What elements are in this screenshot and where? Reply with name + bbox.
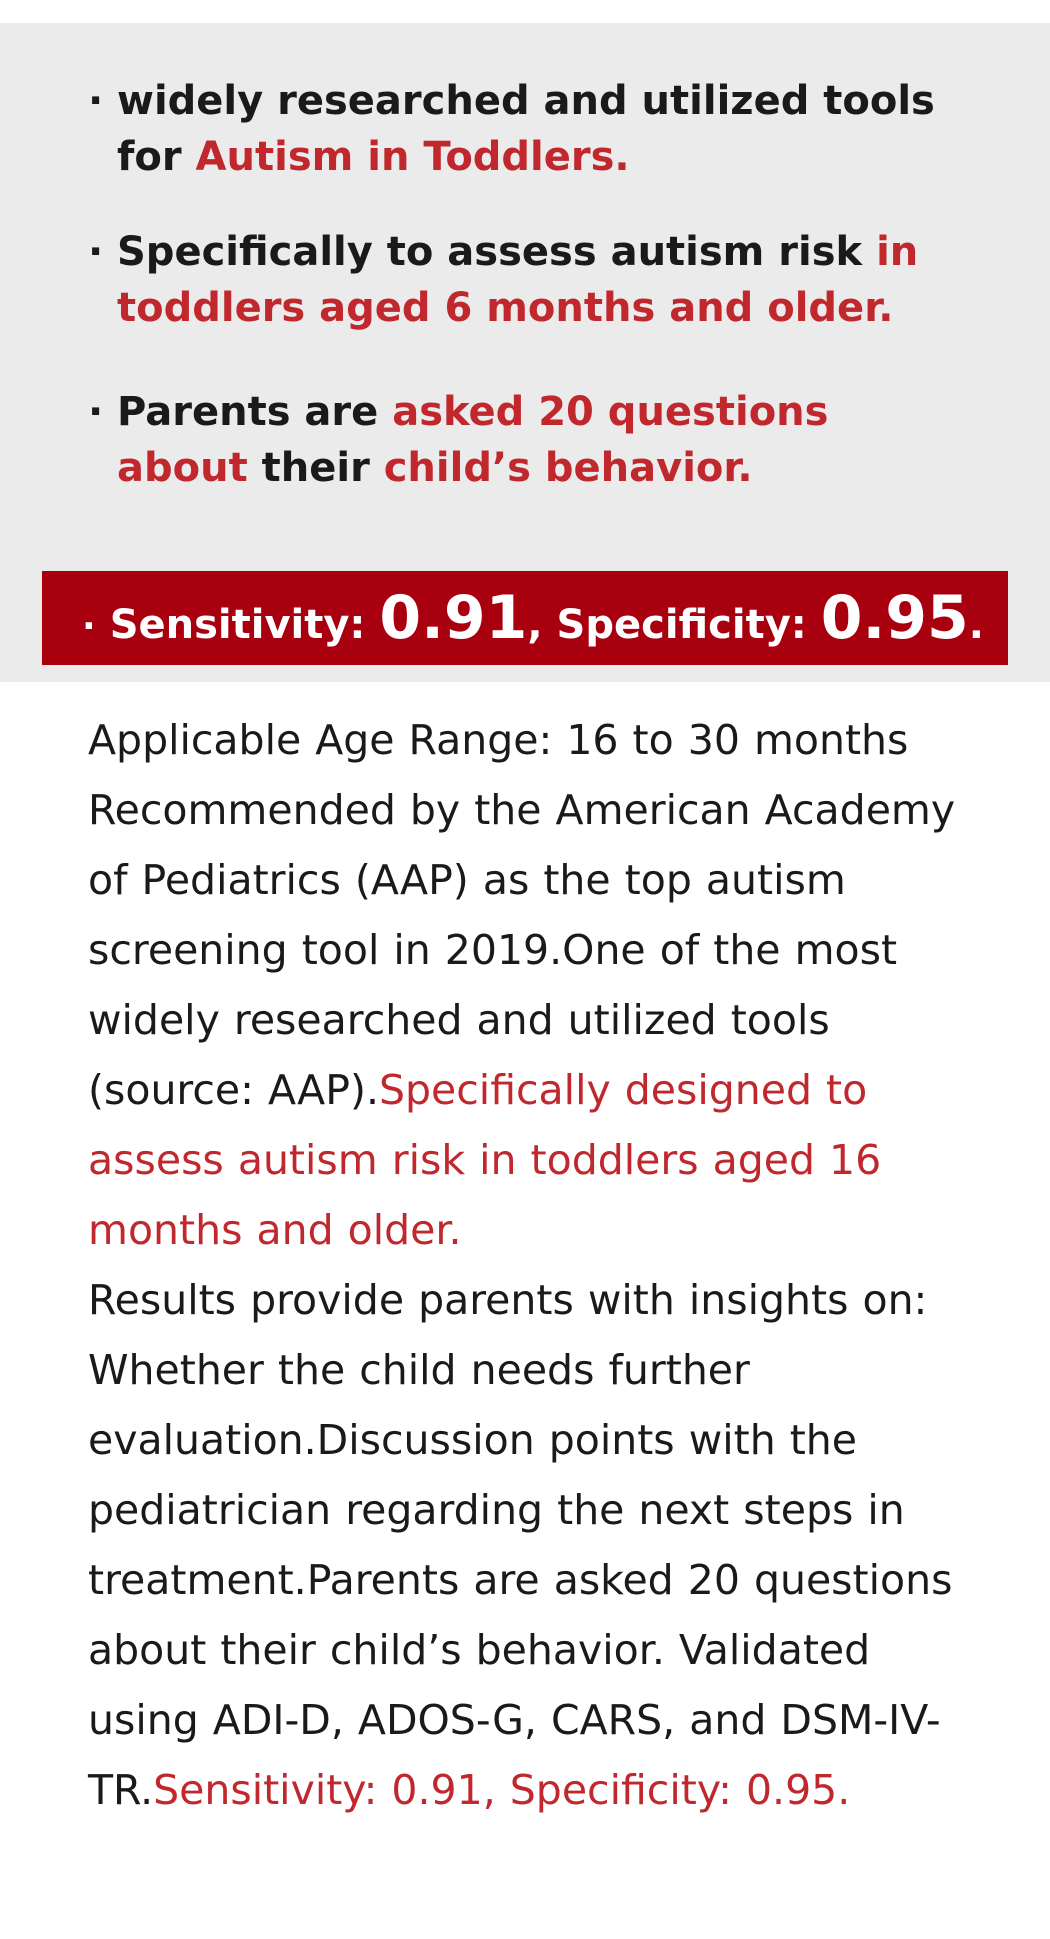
bullet-dot: ·: [88, 389, 104, 435]
description-highlight-1: Specifically designed to assess autism risk in toddlers aged 16 months and older.: [88, 1066, 882, 1254]
bullet-dot: ·: [88, 229, 104, 275]
banner-dot: ·: [82, 606, 96, 647]
description-highlight-2: Sensitivity: 0.91, Specificity: 0.95.: [153, 1766, 851, 1814]
bullet-plain-text: Parents are: [117, 389, 393, 435]
bullet-highlight-text: Autism in Toddlers.: [195, 134, 630, 180]
bullet-item-questions: [88, 384, 968, 496]
specificity-value: 0.95: [820, 583, 969, 653]
bullet-highlight-text-2: child’s behavior.: [383, 445, 753, 491]
bullet-item-risk: [88, 224, 968, 336]
bullet-item-tools: [88, 73, 968, 185]
summary-panel: [0, 23, 1050, 682]
bullet-highlight-text: asked 20 questions about: [117, 389, 829, 491]
accuracy-banner-text: [82, 571, 984, 665]
bullet-dot: ·: [88, 78, 104, 124]
sensitivity-label: Sensitivity:: [109, 602, 380, 648]
banner-comma: ,: [527, 602, 557, 648]
sensitivity-value: 0.91: [379, 583, 528, 653]
accuracy-banner: [42, 571, 1008, 665]
specificity-label: Specificity:: [556, 602, 821, 648]
bullet-plain-text: Specifically to assess autism risk: [117, 229, 877, 275]
bullet-text: [88, 224, 968, 336]
bullet-plain-text: widely researched and utilized tools for: [117, 78, 935, 180]
bullet-text: [88, 73, 968, 185]
description-paragraph-2: Results provide parents with insights on: Whether the child needs further evaluation.Discussion points with the pediatrician regarding the next steps in treatment.Parents are asked 20 questions about their child’s behavior. Validated using ADI-D, ADOS-G, CARS, and DSM-IV-TR.: [88, 1276, 953, 1814]
bullet-highlight-text: in toddlers aged 6 months and older.: [117, 229, 919, 331]
description-body: [88, 705, 988, 1825]
description-paragraph-1: Applicable Age Range: 16 to 30 months Recommended by the American Academy of Pediatrics (AAP) as the top autism screening tool in 2019.One of the most widely researched and utilized tools (source: AAP).: [88, 716, 956, 1114]
banner-period: .: [968, 602, 984, 648]
bullet-plain-text-2: their: [247, 445, 384, 491]
bullet-text: [88, 384, 968, 496]
